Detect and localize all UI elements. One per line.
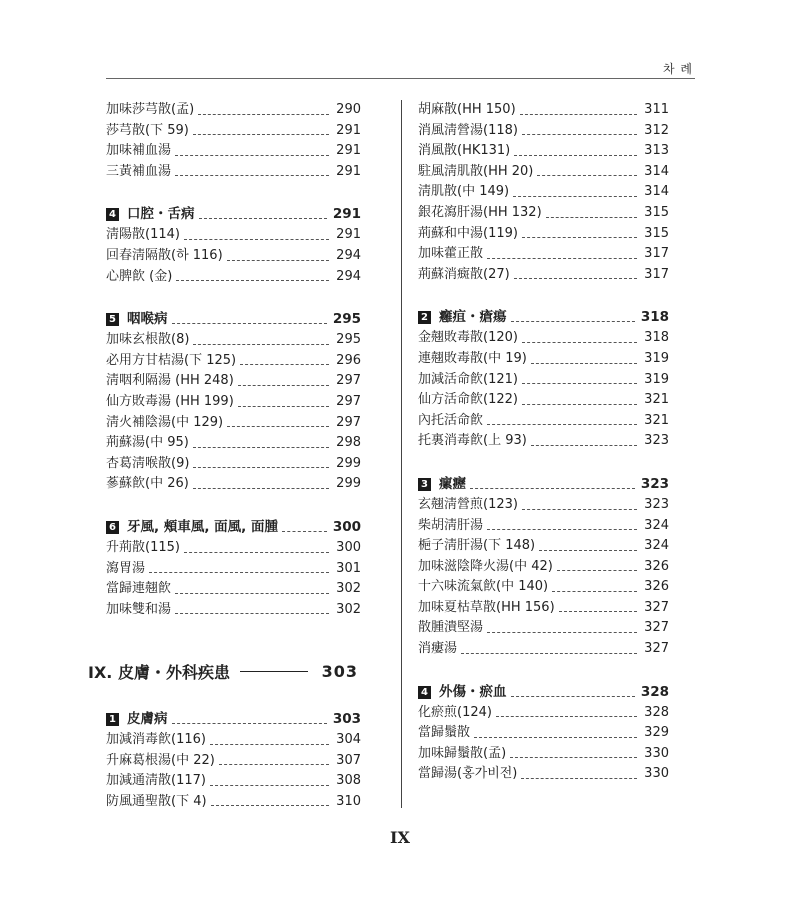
toc-entry-title: 加味藿正散 [418, 246, 484, 262]
toc-entry [106, 454, 361, 475]
toc-entry-title: 加減活命飮(121) [418, 371, 518, 387]
section-number-badge: 6 [106, 521, 119, 534]
toc-entry [418, 162, 669, 183]
toc-entry-page: 294 [336, 268, 361, 284]
section-number-badge: 4 [106, 208, 119, 221]
toc-entry [106, 351, 361, 372]
dot-leader [487, 529, 637, 530]
dot-leader [522, 383, 637, 384]
dot-leader [210, 744, 329, 745]
dot-leader [552, 591, 637, 592]
toc-entry [106, 751, 361, 772]
toc-entry [418, 744, 669, 765]
toc-entry-page: 321 [644, 392, 669, 408]
dot-leader [210, 785, 329, 786]
toc-entry-title: 當歸連翹飮 [106, 581, 172, 597]
dot-leader [531, 363, 637, 364]
toc-entry-page: 324 [644, 538, 669, 554]
toc-entry-page: 315 [644, 225, 669, 241]
toc-entry-title: 消瘻湯 [418, 641, 458, 657]
toc-entry-page: 299 [336, 476, 361, 492]
toc-entry-title: 玄翹淸營煎(123) [418, 496, 518, 512]
dot-leader [521, 778, 637, 779]
header-rule [106, 78, 695, 79]
toc-entry [418, 431, 669, 452]
toc-entry-title: 淸咽利隔湯 (HH 248) [106, 373, 234, 389]
section-title: 咽喉病 [127, 311, 168, 328]
section-page: 323 [640, 475, 669, 492]
dot-leader [487, 424, 637, 425]
toc-entry-page: 299 [336, 455, 361, 471]
dot-leader [461, 653, 637, 654]
left-column-lower [106, 708, 361, 812]
toc-entry [106, 771, 361, 792]
section-page: 295 [332, 311, 361, 328]
toc-entry [418, 618, 669, 639]
toc-entry [418, 182, 669, 203]
toc-section [106, 203, 361, 225]
section-title: 皮膚病 [127, 711, 168, 727]
toc-entry-page: 301 [336, 560, 361, 576]
toc-entry-page: 321 [644, 412, 669, 428]
dot-leader [175, 613, 329, 614]
toc-section [106, 516, 361, 538]
toc-entry-page: 295 [336, 332, 361, 348]
toc-entry-title: 升荊散(115) [106, 539, 180, 555]
toc-entry [106, 730, 361, 751]
toc-entry-page: 324 [644, 517, 669, 533]
toc-entry-title: 當歸鬚散 [418, 725, 471, 741]
dot-leader [198, 114, 329, 115]
dot-leader [546, 217, 637, 218]
toc-entry-title: 金翹敗毒散(120) [418, 330, 518, 346]
dot-leader [522, 509, 637, 510]
section-page: 318 [640, 309, 669, 326]
toc-entry-page: 297 [336, 373, 361, 389]
toc-entry [106, 559, 361, 580]
toc-entry-title: 心脾飮 (金) [106, 268, 173, 284]
running-header: 차 례 [663, 62, 693, 76]
dot-leader [227, 260, 329, 261]
left-column [106, 100, 361, 620]
toc-entry-title: 加味莎芎散(孟) [106, 102, 195, 117]
toc-entry-title: 內托活命飮 [418, 412, 484, 428]
toc-entry [106, 792, 361, 813]
toc-entry-title: 防風通聖散(下 4) [106, 793, 207, 809]
right-column [418, 100, 669, 785]
toc-entry-page: 323 [644, 496, 669, 512]
toc-entry [418, 723, 669, 744]
toc-group [418, 328, 669, 452]
toc-entry-page: 318 [644, 330, 669, 346]
toc-entry-page: 291 [336, 122, 361, 138]
toc-entry-page: 297 [336, 393, 361, 409]
toc-entry [418, 265, 669, 286]
dot-leader [282, 531, 327, 532]
toc-entry-page: 308 [336, 773, 361, 789]
toc-group [106, 225, 361, 287]
toc-entry-title: 當歸湯(홍가비전) [418, 766, 518, 782]
toc-entry [106, 225, 361, 246]
toc-entry [418, 224, 669, 245]
dot-leader [176, 280, 329, 281]
toc-section [418, 306, 669, 328]
toc-entry-page: 326 [644, 579, 669, 595]
section-page: 300 [332, 518, 361, 535]
toc-entry-title: 連翹敗毒散(中 19) [418, 350, 527, 366]
section-title: 牙風, 頰車風, 面風, 面腫 [127, 518, 278, 535]
toc-entry-page: 317 [644, 266, 669, 282]
toc-entry [418, 121, 669, 142]
toc-entry-page: 327 [644, 620, 669, 636]
toc-entry-title: 仙方敗毒湯 (HH 199) [106, 393, 234, 409]
section-page: 328 [640, 683, 669, 700]
toc-entry-page: 314 [644, 184, 669, 200]
toc-entry [418, 349, 669, 370]
dot-leader [510, 757, 637, 758]
toc-entry-title: 杏葛淸喉散(9) [106, 455, 190, 471]
dot-leader [539, 550, 637, 551]
dot-leader [193, 447, 329, 448]
toc-entry [106, 121, 361, 142]
toc-entry [106, 100, 361, 121]
dot-leader [522, 342, 637, 343]
toc-entry [418, 203, 669, 224]
toc-entry-title: 加味夏枯草散(HH 156) [418, 599, 555, 615]
dot-leader [219, 764, 329, 765]
toc-entry-title: 莎芎散(下 59) [106, 122, 189, 138]
section-number-badge: 4 [418, 686, 431, 699]
toc-entry-title: 梔子淸肝湯(下 148) [418, 538, 536, 554]
dot-leader [514, 278, 637, 279]
toc-entry [418, 328, 669, 349]
toc-entry-page: 302 [336, 601, 361, 617]
toc-entry [418, 764, 669, 785]
toc-entry-title: 托裏消毒飮(上 93) [418, 433, 527, 449]
toc-entry-page: 330 [644, 766, 669, 782]
spacer [106, 182, 361, 203]
toc-entry [418, 703, 669, 724]
toc-entry-page: 319 [644, 350, 669, 366]
dot-leader [522, 134, 637, 135]
chapter-page: 303 [321, 662, 358, 681]
toc-entry [418, 516, 669, 537]
dot-leader [514, 155, 637, 156]
section-number-badge: 2 [418, 311, 431, 324]
section-number-badge: 1 [106, 713, 119, 726]
toc-group [418, 100, 669, 285]
toc-entry [106, 162, 361, 183]
chapter-title: IX. 皮膚・外科疾患 [88, 663, 230, 682]
spacer [418, 452, 669, 473]
toc-entry-title: 加味歸鬚散(孟) [418, 745, 507, 761]
dot-leader [238, 406, 329, 407]
toc-entry [418, 141, 669, 162]
toc-entry [418, 536, 669, 557]
toc-entry [106, 246, 361, 267]
toc-entry-page: 328 [644, 704, 669, 720]
toc-entry-page: 313 [644, 143, 669, 159]
toc-group [106, 330, 361, 495]
dot-leader [184, 552, 329, 553]
toc-entry-page: 327 [644, 599, 669, 615]
toc-entry-title: 蔘蘇飮(中 26) [106, 476, 189, 492]
section-page: 291 [332, 206, 361, 223]
dot-leader [193, 467, 329, 468]
toc-entry-title: 柴胡淸肝湯 [418, 517, 484, 533]
toc-group [418, 703, 669, 785]
toc-entry [106, 267, 361, 288]
dot-leader [559, 611, 637, 612]
spacer [106, 287, 361, 308]
toc-entry [106, 141, 361, 162]
toc-entry-title: 荊蘇湯(中 95) [106, 435, 189, 451]
toc-entry-page: 312 [644, 122, 669, 138]
dot-leader [522, 404, 637, 405]
toc-group [106, 730, 361, 812]
dot-leader [238, 385, 329, 386]
toc-entry-page: 291 [336, 163, 361, 179]
toc-entry-title: 消風淸營湯(118) [418, 122, 518, 138]
toc-entry-title: 荊蘇消癍散(27) [418, 266, 510, 282]
toc-entry [106, 600, 361, 621]
toc-entry-page: 319 [644, 371, 669, 387]
section-title: 口腔・舌病 [127, 206, 195, 223]
section-title: 瘰癧 [439, 475, 466, 492]
toc-entry-title: 化瘀煎(124) [418, 704, 492, 720]
toc-entry-page: 310 [336, 793, 361, 809]
dot-leader [193, 488, 329, 489]
toc-entry [418, 411, 669, 432]
toc-entry [418, 244, 669, 265]
dot-leader [199, 218, 327, 219]
toc-entry-title: 淸肌散(中 149) [418, 184, 510, 200]
dot-leader [487, 258, 637, 259]
dot-leader [522, 237, 637, 238]
toc-entry-page: 297 [336, 414, 361, 430]
dot-leader [172, 723, 327, 724]
toc-entry-title: 回春淸隔散(하 116) [106, 247, 223, 263]
toc-entry-title: 胡麻散(HH 150) [418, 102, 516, 117]
toc-entry-title: 淸火補陰湯(中 129) [106, 414, 224, 430]
dot-leader [511, 321, 635, 322]
section-page: 303 [332, 711, 361, 727]
dot-leader [193, 134, 329, 135]
toc-entry-page: 311 [644, 102, 669, 117]
toc-entry-page: 307 [336, 752, 361, 768]
toc-entry-page: 290 [336, 102, 361, 117]
toc-entry-title: 消風散(HK131) [418, 143, 511, 159]
toc-entry-page: 326 [644, 558, 669, 574]
toc-entry [106, 392, 361, 413]
toc-entry-page: 327 [644, 641, 669, 657]
toc-entry [106, 474, 361, 495]
dot-leader [175, 155, 329, 156]
toc-entry-page: 315 [644, 204, 669, 220]
spacer [418, 285, 669, 306]
toc-entry-page: 314 [644, 163, 669, 179]
toc-section [418, 473, 669, 495]
toc-entry [418, 100, 669, 121]
toc-entry-title: 散腫潰堅湯 [418, 620, 484, 636]
toc-entry [418, 370, 669, 391]
toc-entry [106, 433, 361, 454]
toc-entry-page: 302 [336, 581, 361, 597]
toc-entry-title: 仙方活命飮(122) [418, 392, 518, 408]
dot-leader [240, 364, 329, 365]
dot-leader [557, 570, 637, 571]
toc-entry-page: 317 [644, 246, 669, 262]
toc-entry-page: 323 [644, 433, 669, 449]
chapter-rule [240, 671, 308, 672]
dot-leader [513, 196, 637, 197]
toc-entry-page: 291 [336, 227, 361, 243]
toc-entry-page: 291 [336, 143, 361, 159]
toc-entry-page: 330 [644, 745, 669, 761]
dot-leader [172, 323, 327, 324]
toc-entry [418, 557, 669, 578]
toc-entry-title: 駐風淸肌散(HH 20) [418, 163, 534, 179]
dot-leader [520, 114, 637, 115]
toc-entry-title: 加味玄根散(8) [106, 332, 190, 348]
toc-entry [418, 598, 669, 619]
toc-group [418, 495, 669, 660]
toc-entry-title: 加減通淸散(117) [106, 773, 206, 789]
dot-leader [175, 593, 329, 594]
toc-section [106, 308, 361, 330]
dot-leader [487, 632, 637, 633]
toc-entry-page: 304 [336, 732, 361, 747]
toc-entry-page: 298 [336, 435, 361, 451]
toc-section [106, 708, 361, 730]
toc-entry-title: 必用方甘桔湯(下 125) [106, 352, 237, 368]
section-number-badge: 3 [418, 478, 431, 491]
toc-entry [418, 390, 669, 411]
toc-entry-title: 加味補血湯 [106, 143, 172, 159]
toc-entry [418, 577, 669, 598]
dot-leader [496, 716, 637, 717]
toc-entry-title: 三黃補血湯 [106, 163, 172, 179]
toc-entry-title: 加味雙和湯 [106, 601, 172, 617]
dot-leader [175, 175, 329, 176]
toc-entry-title: 加味滋陰降火湯(中 42) [418, 558, 553, 574]
toc-entry-title: 荊蘇和中湯(119) [418, 225, 518, 241]
toc-entry-title: 銀花瀉肝湯(HH 132) [418, 204, 542, 220]
toc-entry-title: 加減消毒飮(116) [106, 732, 206, 747]
toc-entry-title: 升麻葛根湯(中 22) [106, 752, 215, 768]
toc-entry [106, 330, 361, 351]
toc-entry-title: 瀉胃湯 [106, 560, 146, 576]
section-number-badge: 5 [106, 313, 119, 326]
dot-leader [184, 239, 329, 240]
toc-section [418, 681, 669, 703]
page-number: IX [390, 828, 410, 847]
chapter-heading [88, 660, 358, 683]
toc-entry-page: 300 [336, 539, 361, 555]
section-title: 外傷・瘀血 [439, 683, 507, 700]
dot-leader [474, 737, 637, 738]
toc-entry [106, 371, 361, 392]
dot-leader [211, 805, 329, 806]
spacer [106, 495, 361, 516]
toc-group [106, 100, 361, 182]
dot-leader [470, 488, 635, 489]
toc-entry [106, 413, 361, 434]
toc-group [106, 538, 361, 620]
section-title: 癰疽・瘡瘍 [439, 309, 507, 326]
dot-leader [511, 696, 635, 697]
toc-entry-page: 296 [336, 352, 361, 368]
column-divider [401, 100, 402, 808]
toc-entry [106, 538, 361, 559]
dot-leader [531, 445, 637, 446]
dot-leader [193, 344, 329, 345]
toc-entry [106, 579, 361, 600]
toc-entry-title: 十六味流氣飮(中 140) [418, 579, 549, 595]
toc-entry-page: 294 [336, 247, 361, 263]
toc-entry-page: 329 [644, 725, 669, 741]
toc-entry [418, 639, 669, 660]
spacer [418, 660, 669, 681]
toc-entry-title: 淸陽散(114) [106, 227, 180, 243]
dot-leader [537, 175, 637, 176]
toc-entry [418, 495, 669, 516]
dot-leader [227, 426, 329, 427]
dot-leader [149, 572, 329, 573]
